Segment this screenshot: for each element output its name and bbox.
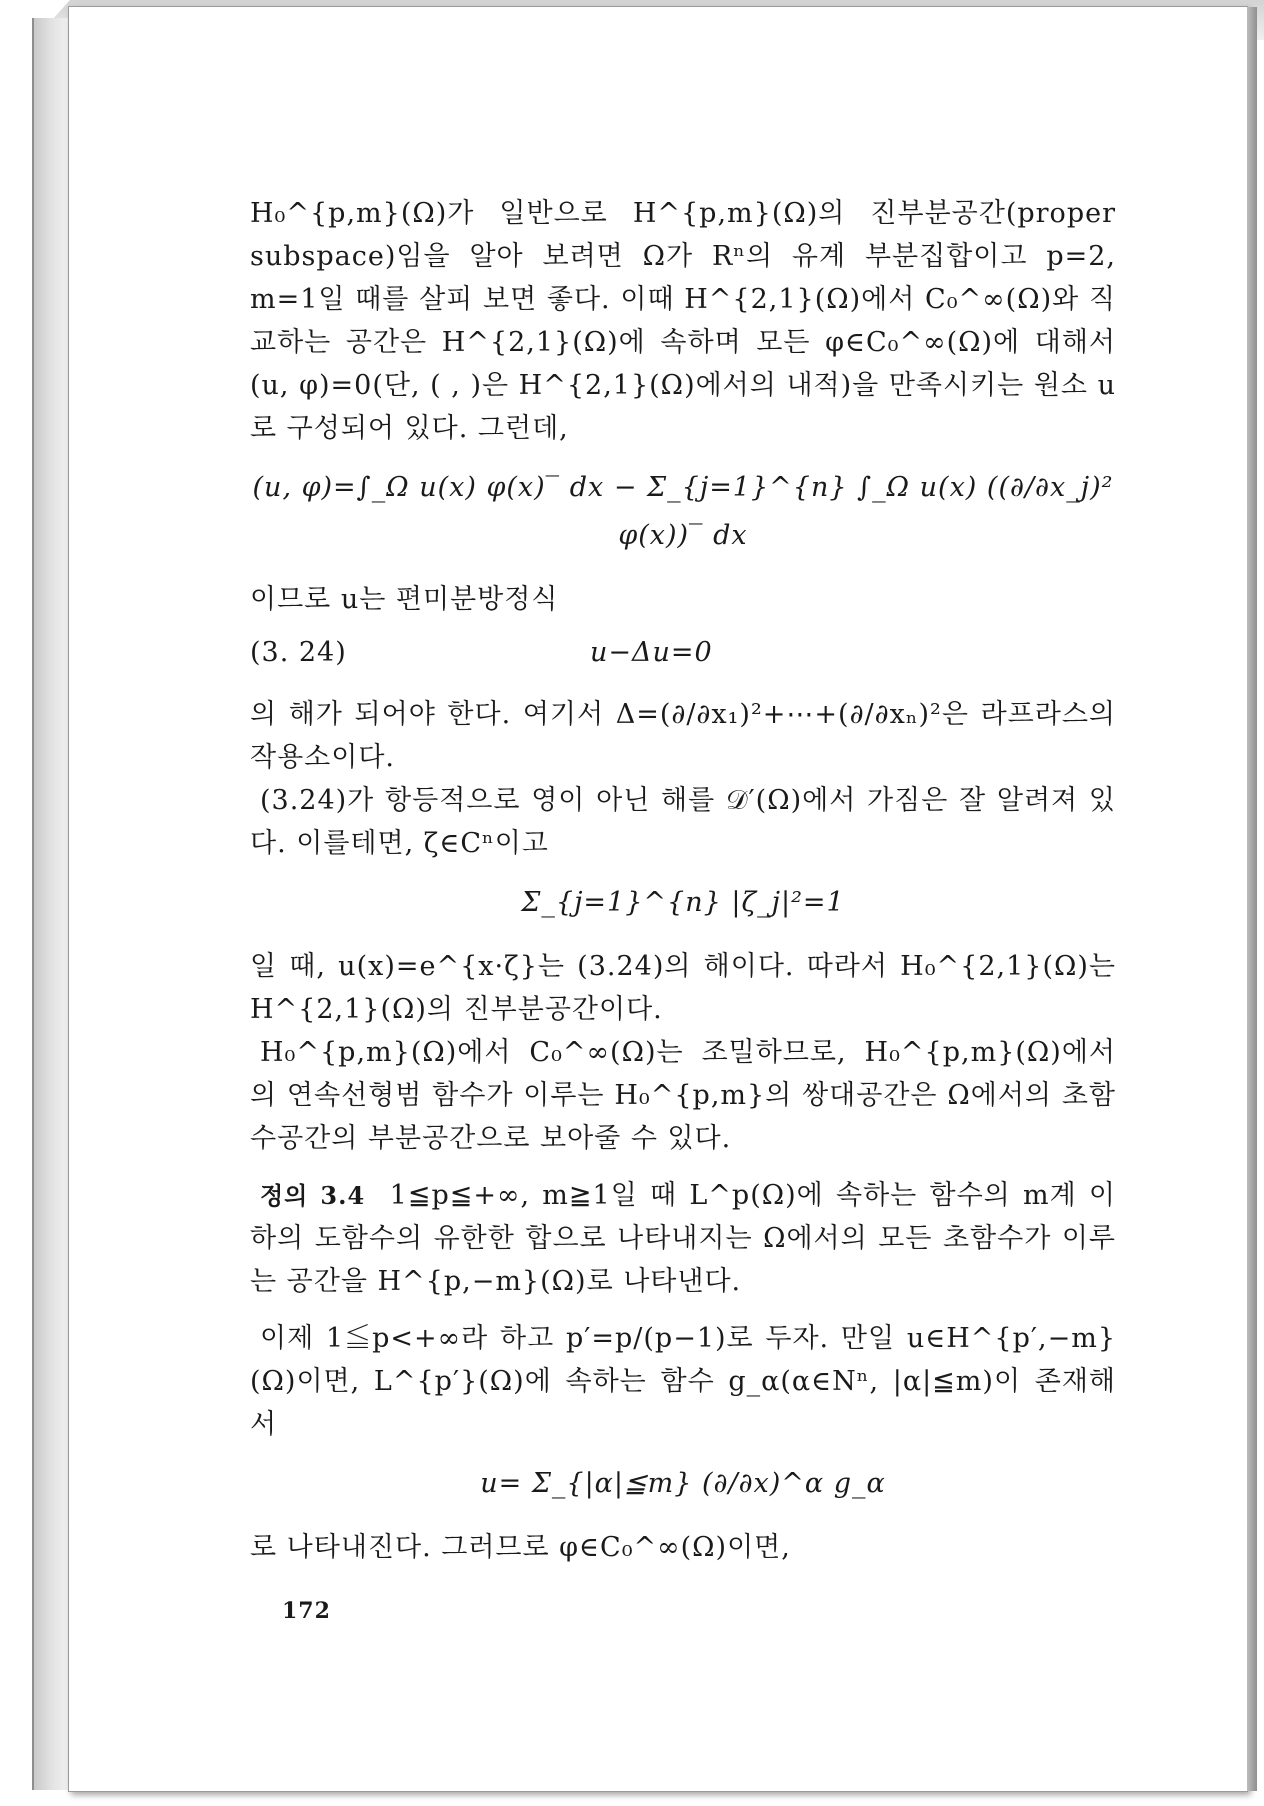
equation-body: u−Δu=0: [590, 637, 713, 668]
definition-text: 1≦p≦+∞, m≧1일 때 L^p(Ω)에 속하는 함수의 m계 이하의 도함수의 유한한 합으로 나타내지는 Ω에서의 모든 초함수가 이루는 공간을 H^{p,−m}(Ω)로 나타낸다.: [250, 1180, 1116, 1297]
book-spine-edge: [32, 18, 72, 1790]
equation-3-24: [250, 629, 1116, 677]
zeta-norm-equation: Σ_{j=1}^{n} |ζ_j|²=1: [521, 887, 845, 918]
paragraph-3: 의 해가 되어야 한다. 여기서 Δ=(∂/∂x₁)²+⋯+(∂/∂xₙ)²은 라프라스의 작용소이다.: [250, 699, 1116, 773]
paragraph-6: H₀^{p,m}(Ω)에서 C₀^∞(Ω)는 조밀하므로, H₀^{p,m}(Ω)에서의 연속선형범 함수가 이루는 H₀^{p,m}의 쌍대공간은 Ω에서의 초함수공간의 부분공간으로 보아줄 수 있다.: [250, 1037, 1116, 1154]
inner-product-equation: (u, φ)=∫_Ω u(x) φ(x)‾ dx − Σ_{j=1}^{n} ∫_Ω u(x) ((∂/∂x_j)² φ(x))‾ dx: [252, 472, 1114, 551]
u-sum-equation: u= Σ_{|α|≦m} (∂/∂x)^α g_α: [480, 1468, 886, 1499]
paragraph-2: 이므로 u는 편미분방정식: [250, 584, 559, 615]
page-edge-shadow: [1247, 7, 1257, 1791]
equation-number: (3. 24): [250, 637, 347, 668]
paragraph-5: 일 때, u(x)=e^{x·ζ}는 (3.24)의 해이다. 따라서 H₀^{2,1}(Ω)는 H^{2,1}(Ω)의 진부분공간이다.: [250, 951, 1116, 1025]
paragraph-7: 이제 1≦p<+∞라 하고 p′=p/(p−1)로 두자. 만일 u∈H^{p′,−m}(Ω)이면, L^{p′}(Ω)에 속하는 함수 g_α(α∈Nⁿ, |α|≦m)이 존재해서: [250, 1323, 1116, 1440]
paragraph-1: H₀^{p,m}(Ω)가 일반으로 H^{p,m}(Ω)의 진부분공간(proper subspace)임을 알아 보려면 Ω가 Rⁿ의 유계 부분집합이고 p=2, m=1일 때를 살피 보면 좋다. 이때 H^{2,1}(Ω)에서 C₀^∞(Ω)와 직교하는 공간은 H^{2,1}(Ω)에 속하며 모든 φ∈C₀^∞(Ω)에 대해서 (u, φ)=0(단, ( , )은 H^{2,1}(Ω)에서의 내적)을 만족시키는 원소 u로 구성되어 있다. 그런데,: [250, 198, 1116, 444]
paragraph-8: 로 나타내진다. 그러므로 φ∈C₀^∞(Ω)이면,: [250, 1532, 791, 1563]
paragraph-4: (3.24)가 항등적으로 영이 아닌 해를 𝒟′(Ω)에서 가짐은 잘 알려져 있다. 이를테면, ζ∈Cⁿ이고: [250, 785, 1116, 859]
definition-3-4: [250, 1174, 1116, 1303]
page-number: 172: [282, 1598, 331, 1624]
definition-label: 정의 3.4: [260, 1181, 366, 1210]
page-text: [250, 192, 1116, 1569]
